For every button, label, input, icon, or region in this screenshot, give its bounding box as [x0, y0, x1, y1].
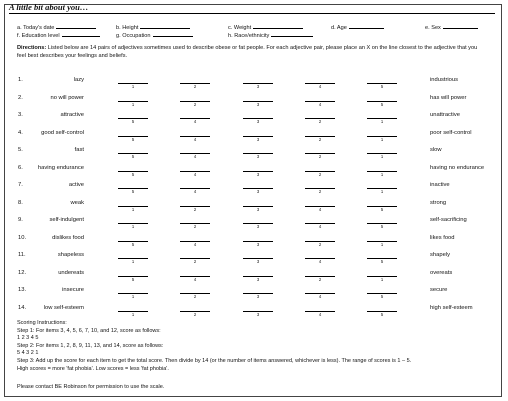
scale-number: 4 — [193, 241, 197, 247]
scoring-step1-scale: 1 2 3 4 5 — [17, 335, 39, 342]
scale-number: 2 — [193, 84, 197, 89]
left-adjective: low self-esteem — [43, 304, 84, 311]
scale-number: 5 — [131, 276, 135, 282]
scale-slot[interactable] — [243, 188, 273, 197]
right-adjective: shapely — [430, 252, 450, 258]
scoring-instructions — [17, 320, 495, 373]
scale-slot[interactable] — [118, 153, 148, 162]
scale-slot[interactable] — [305, 206, 335, 215]
scale-slot[interactable] — [118, 101, 148, 110]
item-row — [0, 182, 508, 196]
scale-slot[interactable] — [305, 311, 335, 320]
scale-number: 3 — [256, 259, 260, 264]
scale-number: 3 — [256, 101, 260, 107]
item-row — [0, 200, 508, 214]
left-adjective: weak — [70, 199, 84, 206]
left-adjective: attractive — [60, 112, 84, 118]
item-row — [0, 112, 508, 126]
scale-number: 4 — [193, 154, 197, 159]
scale-number: 1 — [131, 311, 135, 317]
scale-number: 2 — [193, 206, 197, 212]
scale-slot[interactable] — [118, 311, 148, 320]
item-number: 3. — [18, 112, 23, 118]
scale-number: 4 — [318, 259, 322, 264]
scale-slot[interactable] — [305, 223, 335, 232]
scale-number: 1 — [131, 224, 135, 229]
scale-slot[interactable] — [367, 311, 397, 320]
scale-slot[interactable] — [243, 276, 273, 285]
left-adjective: self-indulgent — [49, 217, 84, 223]
right-adjective: likes food — [430, 234, 455, 241]
answer-line[interactable] — [62, 30, 100, 37]
directions — [17, 44, 487, 60]
scale-number: 2 — [318, 189, 322, 194]
right-adjective: inactive — [430, 182, 450, 188]
item-number: 11. — [18, 252, 26, 258]
scale-slot[interactable] — [180, 153, 210, 162]
scale-number: 4 — [193, 171, 197, 177]
item-number: 6. — [18, 164, 23, 171]
scale-slot[interactable] — [180, 136, 210, 145]
scale-slot[interactable] — [305, 83, 335, 92]
scale-slot[interactable] — [367, 118, 397, 127]
scale-number: 5 — [380, 101, 384, 107]
item-row — [0, 287, 508, 301]
scale-slot[interactable] — [243, 311, 273, 320]
demo-race — [228, 30, 313, 39]
answer-line[interactable] — [271, 30, 313, 37]
scale-slot[interactable] — [118, 258, 148, 267]
scale-slot[interactable] — [367, 241, 397, 250]
scale-number: 2 — [193, 259, 197, 264]
scale-slot[interactable] — [305, 258, 335, 267]
scale-slot[interactable] — [305, 276, 335, 285]
item-number: 10. — [18, 234, 27, 241]
left-adjective: no will power — [50, 94, 84, 101]
scale-number: 1 — [131, 101, 135, 107]
scale-slot[interactable] — [243, 241, 273, 250]
item-number: 8. — [18, 199, 23, 206]
scoring-step3: Step 3: Add up the score for each item to get the total score. Then divide by 14 (or the number of items answered, whichever is less). The range of scores is 1 – 5. — [17, 357, 412, 364]
scale-slot[interactable] — [367, 83, 397, 92]
scale-slot[interactable] — [305, 153, 335, 162]
answer-line[interactable] — [56, 22, 96, 29]
scale-number: 3 — [256, 189, 260, 194]
scoring-heading: Scoring Instructions: — [17, 320, 67, 326]
scale-slot[interactable] — [180, 83, 210, 92]
right-adjective: self-sacrificing — [430, 217, 467, 223]
right-adjective: has will power — [430, 94, 467, 101]
scale-number: 2 — [318, 276, 322, 282]
scale-slot[interactable] — [367, 153, 397, 162]
scale-slot[interactable] — [180, 293, 210, 302]
scale-slot[interactable] — [118, 83, 148, 92]
right-adjective: poor self-control — [430, 129, 472, 136]
scale-slot[interactable] — [305, 293, 335, 302]
scale-slot[interactable] — [180, 118, 210, 127]
scale-slot[interactable] — [118, 136, 148, 145]
scale-slot[interactable] — [180, 188, 210, 197]
scale-number: 2 — [318, 136, 322, 142]
right-adjective: industrious — [430, 77, 459, 83]
scale-number: 1 — [380, 136, 384, 142]
item-number: 14. — [18, 304, 27, 311]
scale-number: 3 — [256, 294, 260, 299]
demo-label: e. Sex — [425, 25, 441, 31]
left-adjective: good self-control — [41, 129, 84, 136]
item-number: 12. — [18, 269, 27, 276]
scale-slot[interactable] — [180, 223, 210, 232]
scoring-step2: Step 2: For items 1, 2, 8, 9, 11, 13, and 14, score as follows: — [17, 342, 164, 349]
scoring-step3b: High scores = more 'fat phobia'. Low scores = less 'fat phobia'. — [17, 365, 169, 372]
scale-number: 3 — [256, 171, 260, 177]
demo-age — [331, 22, 384, 31]
scale-number: 4 — [318, 101, 322, 107]
left-adjective: lazy — [73, 77, 84, 83]
demo-label: b. Height — [116, 25, 139, 31]
scale-slot[interactable] — [367, 188, 397, 197]
item-row — [0, 95, 508, 109]
demo-label: c. Weight — [228, 25, 252, 31]
scale-number: 4 — [318, 224, 322, 229]
scale-number: 3 — [256, 154, 260, 159]
scale-number: 5 — [131, 189, 135, 194]
scale-number: 3 — [256, 241, 260, 247]
scale-slot[interactable] — [118, 241, 148, 250]
scale-number: 4 — [193, 119, 197, 124]
demo-label: d. Age — [331, 25, 347, 31]
scale-number: 1 — [131, 259, 135, 264]
scale-slot[interactable] — [180, 241, 210, 250]
scale-slot[interactable] — [305, 136, 335, 145]
left-adjective: insecure — [62, 287, 84, 293]
scale-number: 5 — [131, 136, 135, 142]
answer-line[interactable] — [153, 30, 193, 37]
scale-slot[interactable] — [180, 311, 210, 320]
scale-number: 5 — [380, 84, 384, 89]
scale-slot[interactable] — [305, 241, 335, 250]
scale-number: 2 — [193, 294, 197, 299]
scale-number: 2 — [318, 119, 322, 124]
scale-number: 4 — [318, 84, 322, 89]
item-row — [0, 165, 508, 179]
item-number: 1. — [18, 77, 23, 83]
scale-slot[interactable] — [305, 171, 335, 180]
scale-number: 5 — [131, 119, 135, 124]
scale-slot[interactable] — [243, 83, 273, 92]
scale-slot[interactable] — [180, 171, 210, 180]
scale-slot[interactable] — [367, 171, 397, 180]
scale-slot[interactable] — [367, 136, 397, 145]
form-title: A little bit about you… — [9, 2, 89, 12]
scale-number: 2 — [193, 311, 197, 317]
scale-slot[interactable] — [367, 293, 397, 302]
item-number: 4. — [18, 129, 23, 136]
scale-slot[interactable] — [243, 293, 273, 302]
scale-slot[interactable] — [243, 153, 273, 162]
scale-number: 1 — [131, 84, 135, 89]
item-number: 5. — [18, 147, 23, 153]
directions-label: Directions: — [17, 45, 47, 51]
scoring-step1: Step 1: For items 3, 4, 5, 6, 7, 10, and 12, score as follows: — [17, 327, 161, 334]
scale-number: 5 — [380, 259, 384, 264]
contact-note: Please contact BE Robinson for permission to use the scale. — [17, 384, 165, 390]
scale-slot[interactable] — [367, 276, 397, 285]
scale-slot[interactable] — [243, 136, 273, 145]
right-adjective: unattractive — [430, 112, 460, 118]
answer-line[interactable] — [253, 22, 303, 29]
left-adjective: fast — [74, 147, 84, 153]
right-adjective: strong — [430, 199, 447, 206]
right-adjective: having no endurance — [430, 164, 485, 171]
scale-number: 5 — [131, 171, 135, 177]
scale-number: 4 — [318, 311, 322, 317]
item-number: 7. — [18, 182, 23, 188]
scale-slot[interactable] — [305, 188, 335, 197]
scale-number: 1 — [380, 276, 384, 282]
scale-number: 5 — [380, 206, 384, 212]
left-adjective: shapeless — [57, 252, 84, 258]
scale-slot[interactable] — [367, 223, 397, 232]
scale-number: 1 — [131, 206, 135, 212]
item-row — [0, 130, 508, 144]
scale-slot[interactable] — [367, 101, 397, 110]
scale-number: 3 — [256, 276, 260, 282]
right-adjective: slow — [430, 147, 442, 153]
right-adjective: high self-esteem — [430, 304, 473, 311]
scale-number: 3 — [256, 84, 260, 89]
demo-label: h. Race/ethnicity — [228, 33, 270, 39]
scale-number: 3 — [256, 224, 260, 229]
item-row — [0, 270, 508, 284]
scale-number: 3 — [256, 206, 260, 212]
scale-number: 4 — [318, 206, 322, 212]
demo-label: a. Today's date — [17, 25, 55, 31]
scale-slot[interactable] — [118, 206, 148, 215]
item-row — [0, 235, 508, 249]
item-row — [0, 147, 508, 161]
scale-slot[interactable] — [180, 258, 210, 267]
scale-number: 3 — [256, 311, 260, 317]
scoring-step2-scale: 5 4 3 2 1 — [17, 350, 39, 357]
item-row — [0, 217, 508, 231]
scale-number: 2 — [318, 171, 322, 177]
scale-number: 1 — [380, 171, 384, 177]
scale-number: 5 — [380, 311, 384, 317]
scale-slot[interactable] — [118, 118, 148, 127]
scale-number: 3 — [256, 119, 260, 124]
answer-line[interactable] — [349, 22, 384, 29]
scale-slot[interactable] — [118, 171, 148, 180]
item-row — [0, 77, 508, 91]
scale-number: 1 — [380, 241, 384, 247]
scale-slot[interactable] — [118, 188, 148, 197]
item-number: 9. — [18, 217, 23, 223]
item-row — [0, 252, 508, 266]
scale-number: 5 — [380, 294, 384, 299]
item-row — [0, 305, 508, 319]
scale-number: 2 — [318, 241, 322, 247]
scale-number: 5 — [131, 241, 135, 247]
scale-number: 1 — [380, 119, 384, 124]
item-number: 2. — [18, 94, 23, 101]
scale-slot[interactable] — [118, 223, 148, 232]
scale-number: 4 — [193, 136, 197, 142]
right-adjective: secure — [430, 287, 448, 293]
scale-slot[interactable] — [118, 276, 148, 285]
answer-line[interactable] — [140, 22, 190, 29]
directions-text: Listed below are 14 pairs of adjectives sometimes used to describe obese or fat people. For each adjective pair, please place an X on the line closest to the adjective that you feel best describes your feelings and beliefs. — [17, 45, 478, 59]
left-adjective: undereats — [58, 269, 84, 276]
scale-number: 2 — [193, 224, 197, 229]
scale-number: 5 — [380, 224, 384, 229]
scale-slot[interactable] — [305, 101, 335, 110]
scale-slot[interactable] — [243, 223, 273, 232]
answer-line[interactable] — [443, 22, 478, 29]
scale-number: 1 — [131, 294, 135, 299]
scale-slot[interactable] — [243, 258, 273, 267]
scale-number: 2 — [193, 101, 197, 107]
scale-number: 4 — [318, 294, 322, 299]
title-divider — [9, 13, 495, 14]
demo-sex — [425, 22, 478, 31]
scale-number: 1 — [380, 154, 384, 159]
demo-label: f. Education level — [17, 33, 60, 39]
scale-slot[interactable] — [243, 101, 273, 110]
scale-slot[interactable] — [243, 206, 273, 215]
scale-slot[interactable] — [180, 276, 210, 285]
scale-number: 4 — [193, 276, 197, 282]
right-adjective: overeats — [430, 269, 453, 276]
item-number: 13. — [18, 287, 27, 293]
scale-slot[interactable] — [367, 206, 397, 215]
left-adjective: active — [68, 182, 84, 188]
demo-education — [17, 30, 100, 39]
scale-number: 2 — [318, 154, 322, 159]
scale-slot[interactable] — [118, 293, 148, 302]
scale-number: 4 — [193, 189, 197, 194]
scale-slot[interactable] — [305, 118, 335, 127]
scale-slot[interactable] — [180, 101, 210, 110]
demo-label: g. Occupation — [116, 33, 151, 39]
scale-slot[interactable] — [243, 118, 273, 127]
demo-occupation — [116, 30, 193, 39]
left-adjective: dislikes food — [52, 234, 84, 241]
scale-number: 5 — [131, 154, 135, 159]
scale-slot[interactable] — [180, 206, 210, 215]
scale-number: 1 — [380, 189, 384, 194]
scale-slot[interactable] — [243, 171, 273, 180]
scale-number: 3 — [256, 136, 260, 142]
left-adjective: having endurance — [37, 164, 84, 171]
scale-slot[interactable] — [367, 258, 397, 267]
